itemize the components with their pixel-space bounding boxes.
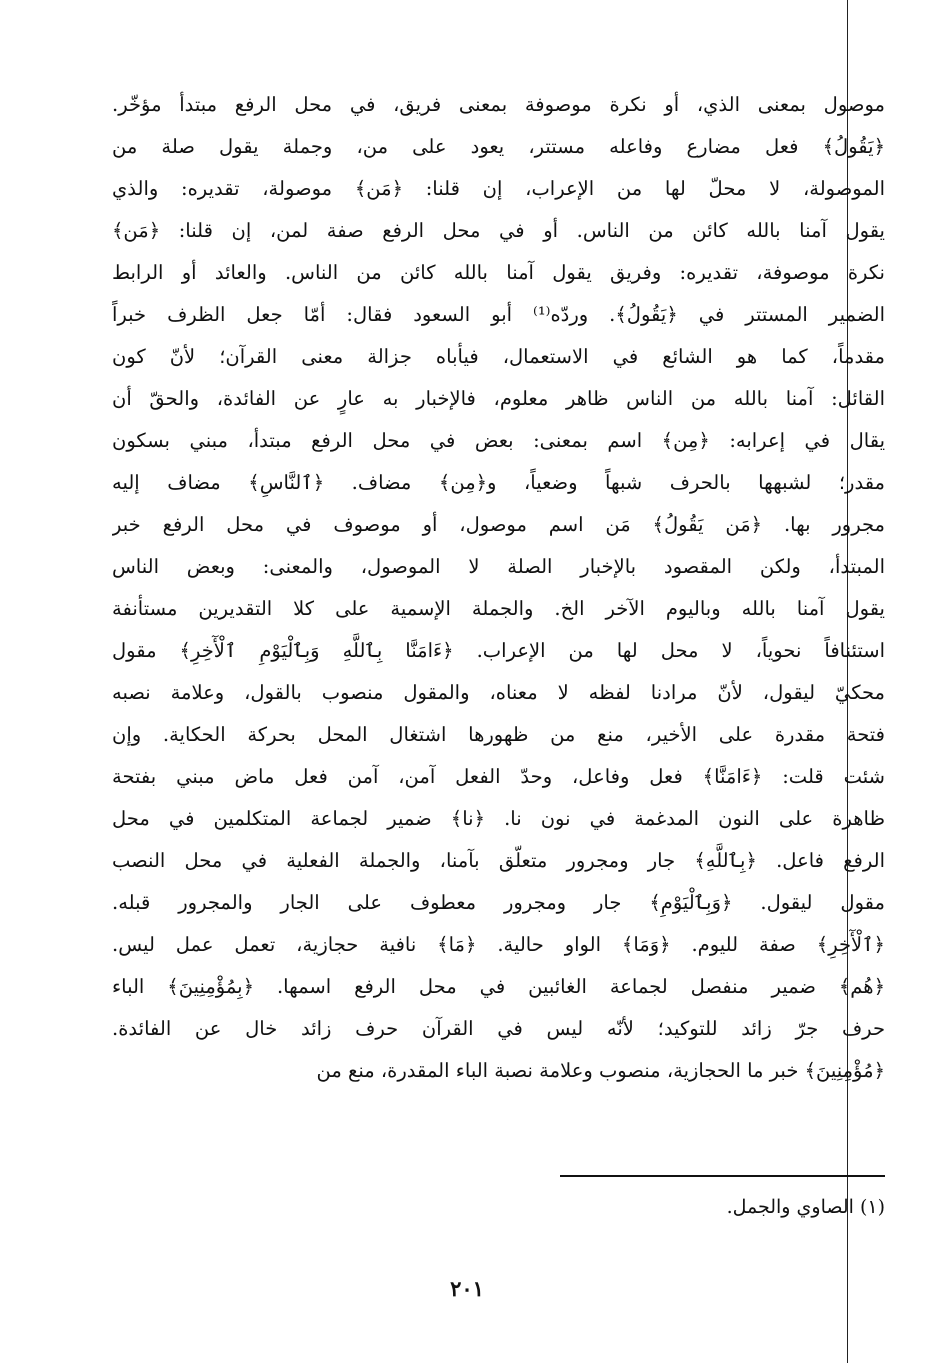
text-line: القائل: آمنا بالله من الناس ظاهر معلوم، فالإخبار به عارٍ عن الفائدة، والحقّ أن	[112, 387, 885, 410]
text-line: المبتدأ، ولكن المقصود بالإخبار الصلة لا الموصول، والمعنى: وبعض الناس	[112, 555, 885, 578]
page-number: ٢٠١	[450, 1276, 484, 1301]
text-line: الضمير المستتر في ﴿يَقُولُ﴾. وردّه⁽¹⁾ أبو السعود فقال: أمّا جعل الظرف خبراً	[112, 303, 885, 326]
footnote: (١) الصاوي والجمل.	[726, 1196, 885, 1218]
text-line: يقول آمنا بالله كائن من الناس. أو في محل الرفع صفة لمن، إن قلنا: ﴿مَن﴾	[112, 219, 885, 242]
text-line: ظاهرة على النون المدغمة في نون نا. ﴿نا﴾ ضمير لجماعة المتكلمين في محل	[112, 807, 885, 830]
text-line: استئنافاً نحوياً، لا محل لها من الإعراب. ﴿ءَامَنَّا بِٱللَّهِ وَبِٱلْيَوْمِ ٱلْأٓخِرِ﴾ مقول	[112, 639, 885, 662]
text-line: حرف جرّ زائد للتوكيد؛ لأنّه ليس في القرآن حرف زائد خال عن الفائدة.	[112, 1017, 885, 1040]
text-line: الموصولة، لا محلّ لها من الإعراب، إن قلنا: ﴿مَن﴾ موصولة، تقديره: والذي	[112, 177, 885, 200]
text-line: مقدر؛ لشبهها بالحرف شبهاً وضعياً، و﴿مِن﴾ مضاف. ﴿ٱلنَّاسِ﴾ مضاف إليه	[112, 471, 885, 494]
text-line: يقال في إعرابه: ﴿مِن﴾ اسم بمعنى: بعض في محل الرفع مبتدأ، مبني بسكون	[112, 429, 885, 452]
text-line: ﴿يَقُولُ﴾ فعل مضارع وفاعله مستتر، يعود على من، وجملة يقول صلة من	[112, 135, 885, 158]
text-line: موصول بمعنى الذي، أو نكرة موصوفة بمعنى فريق، في محل الرفع مبتدأ مؤخّر.	[112, 93, 885, 116]
text-line: مقدماً، كما هو الشائع في الاستعمال، فيأباه جزالة معنى القرآن؛ لأنّ كون	[112, 345, 885, 368]
text-line: ﴿هُم﴾ ضمير منفصل لجماعة الغائبين في محل الرفع اسمها. ﴿بِمُؤْمِنِينَ﴾ الباء	[112, 975, 885, 998]
text-line: فتحة مقدرة على الأخير، منع من ظهورها اشتغال المحل بحركة الحكاية. وإن	[112, 723, 885, 746]
text-line: نكرة موصوفة، تقديره: وفريق يقول آمنا بالله كائن من الناس. والعائد أو الرابط	[112, 261, 885, 284]
text-line: محكيّ ليقول، لأنّ مرادنا لفظه لا معناه، والمقول منصوب بالقول، وعلامة نصبه	[112, 681, 885, 704]
text-line: الرفع فاعل. ﴿بِٱللَّهِ﴾ جار ومجرور متعلّق بآمنا، والجملة الفعلية في محل النصب	[112, 849, 885, 872]
text-line: يقول آمنا بالله وباليوم الآخر الخ. والجملة الإسمية على كلا التقديرين مستأنفة	[112, 597, 885, 620]
main-text	[112, 84, 885, 1092]
text-line: مجرور بها. ﴿مَن يَقُولُ﴾ مَن اسم موصول، أو موصوف في محل الرفع خبر	[112, 513, 885, 536]
text-line: ﴿ٱلْأٓخِرِ﴾ صفة لليوم. ﴿وَمَا﴾ الواو حالية. ﴿مَا﴾ نافية حجازية، تعمل عمل ليس.	[112, 933, 885, 956]
footnote-separator	[560, 1175, 885, 1177]
text-line: مقول ليقول. ﴿وَبِٱلْيَوْمِ﴾ جار ومجرور معطوف على الجار والمجرور قبله.	[112, 891, 885, 914]
text-line: شئت قلت: ﴿ءَامَنَّا﴾ فعل وفاعل، وحدّ الفعل آمن، آمن فعل ماض مبني بفتحة	[112, 765, 885, 788]
text-line: ﴿مُؤْمِنِينَ﴾ خبر ما الحجازية، منصوب وعلامة نصبة الباء المقدرة، منع من	[316, 1059, 885, 1082]
